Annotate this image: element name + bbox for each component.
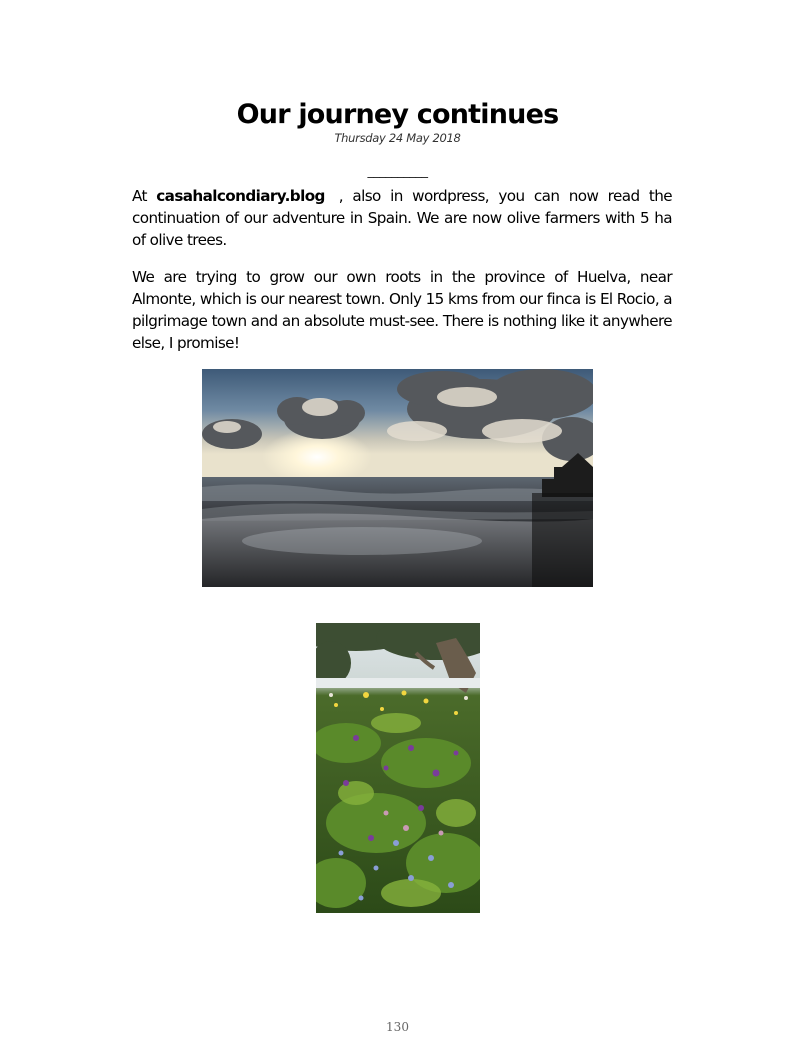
title-divider: __________ bbox=[367, 164, 428, 179]
wildflowers-olive-tree-photo bbox=[316, 623, 480, 913]
body-paragraph: We are trying to grow our own roots in the province of Huelva, near Almonte, which is our nearest town. Only 15 kms from our finca is El Rocio, a pilgrimage town and an absolute must-see. There is nothing like it anywhere else, I promise! bbox=[132, 268, 672, 352]
intro-rest: , also in wordpress, you can now read the continuation of our adventure in Spain. We are now olive farmers with 5 ha of olive trees. bbox=[132, 187, 672, 249]
post-date: Thursday 24 May 2018 bbox=[334, 131, 461, 145]
intro-paragraph bbox=[132, 185, 672, 251]
blog-link[interactable]: casahalcondiary.blog bbox=[156, 187, 325, 205]
intro-prefix: At bbox=[132, 187, 157, 205]
page-number: 130 bbox=[386, 1020, 409, 1034]
beach-sunset-photo bbox=[202, 369, 593, 587]
page-title: Our journey continues bbox=[236, 99, 559, 130]
